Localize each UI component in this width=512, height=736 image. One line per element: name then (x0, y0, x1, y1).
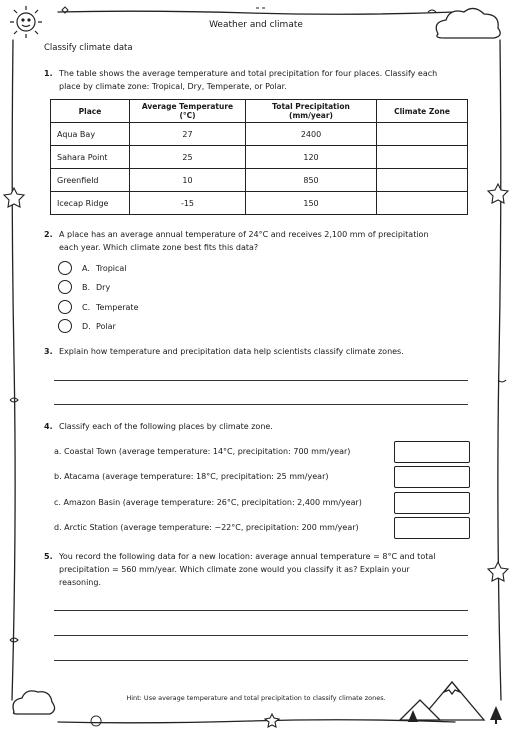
option-label: Temperate (96, 302, 139, 312)
column-header: Average Temperature (°C) (130, 100, 246, 123)
question-number: 5. (44, 552, 53, 561)
radio-circle[interactable] (58, 319, 72, 333)
sub-question-d: d. Arctic Station (average temperature: −22°C, precipitation: 200 mm/year) (54, 523, 359, 532)
question-4 (44, 420, 444, 433)
answer-box-d[interactable] (394, 517, 470, 539)
question-number: 1. (44, 69, 53, 78)
option-a[interactable] (58, 261, 127, 275)
table-row (51, 169, 468, 192)
option-c[interactable] (58, 300, 139, 314)
place-cell: Icecap Ridge (51, 192, 130, 215)
radio-circle[interactable] (58, 261, 72, 275)
tree-icon (408, 706, 502, 724)
temperature-cell: 27 (130, 123, 246, 146)
answer-box-b[interactable] (394, 466, 470, 488)
question-1 (44, 67, 444, 93)
radio-circle[interactable] (58, 280, 72, 294)
place-cell: Sahara Point (51, 146, 130, 169)
option-letter: D. (82, 321, 91, 331)
answer-line[interactable] (54, 635, 468, 636)
table-row (51, 123, 468, 146)
footer-hint: Hint: Use average temperature and total precipitation to classify climate zones. (126, 694, 386, 702)
temperature-cell: 10 (130, 169, 246, 192)
question-number: 4. (44, 422, 53, 431)
table-header-row (51, 100, 468, 123)
climate-zone-cell[interactable] (377, 169, 468, 192)
answer-box-c[interactable] (394, 492, 470, 514)
table-row (51, 192, 468, 215)
temperature-cell: 25 (130, 146, 246, 169)
question-text: Classify each of the following places by climate zone. (59, 422, 273, 431)
answer-line[interactable] (54, 404, 468, 405)
temperature-cell: -15 (130, 192, 246, 215)
precipitation-cell: 150 (246, 192, 377, 215)
answer-line[interactable] (54, 380, 468, 381)
page-subtitle: Classify climate data (44, 43, 133, 53)
option-label: Tropical (96, 263, 127, 273)
sub-question-b: b. Atacama (average temperature: 18°C, precipitation: 25 mm/year) (54, 472, 329, 481)
radio-circle[interactable] (58, 300, 72, 314)
question-text: A place has an average annual temperature of 24°C and receives 2,100 mm of precipitation each year. Which climate zone best fits this data? (59, 230, 429, 252)
column-header: Total Precipitation (mm/year) (246, 100, 377, 123)
page-title: Weather and climate (209, 20, 303, 30)
option-d[interactable] (58, 319, 116, 333)
question-5 (44, 550, 444, 589)
precipitation-cell: 120 (246, 146, 377, 169)
option-label: Dry (96, 282, 111, 292)
precipitation-cell: 850 (246, 169, 377, 192)
climate-table (50, 99, 468, 215)
question-text: You record the following data for a new location: average annual temperature = 8°C and total precipitation = 560 mm/year. Which climate zone would you classify it as? Explain your reasoning. (59, 552, 436, 587)
climate-zone-cell[interactable] (377, 123, 468, 146)
sub-question-a: a. Coastal Town (average temperature: 14°C, precipitation: 700 mm/year) (54, 447, 351, 456)
column-header: Place (51, 100, 130, 123)
question-text: The table shows the average temperature and total precipitation for four places. Classify each place by climate zone: Tropical, Dry, Temperate, or Polar. (59, 69, 438, 91)
place-cell: Aqua Bay (51, 123, 130, 146)
table-row (51, 146, 468, 169)
place-cell: Greenfield (51, 169, 130, 192)
question-text: Explain how temperature and precipitation data help scientists classify climate zones. (59, 347, 404, 356)
answer-line[interactable] (54, 660, 468, 661)
option-label: Polar (96, 321, 116, 331)
question-3 (44, 345, 444, 358)
option-letter: A. (82, 263, 90, 273)
question-number: 3. (44, 347, 53, 356)
answer-line[interactable] (54, 610, 468, 611)
precipitation-cell: 2400 (246, 123, 377, 146)
column-header: Climate Zone (377, 100, 468, 123)
climate-zone-cell[interactable] (377, 192, 468, 215)
question-2 (44, 228, 444, 254)
option-b[interactable] (58, 280, 110, 294)
option-letter: C. (82, 302, 91, 312)
sub-question-c: c. Amazon Basin (average temperature: 26°C, precipitation: 2,400 mm/year) (54, 498, 362, 507)
option-letter: B. (82, 282, 91, 292)
climate-zone-cell[interactable] (377, 146, 468, 169)
question-number: 2. (44, 230, 53, 239)
answer-box-a[interactable] (394, 441, 470, 463)
